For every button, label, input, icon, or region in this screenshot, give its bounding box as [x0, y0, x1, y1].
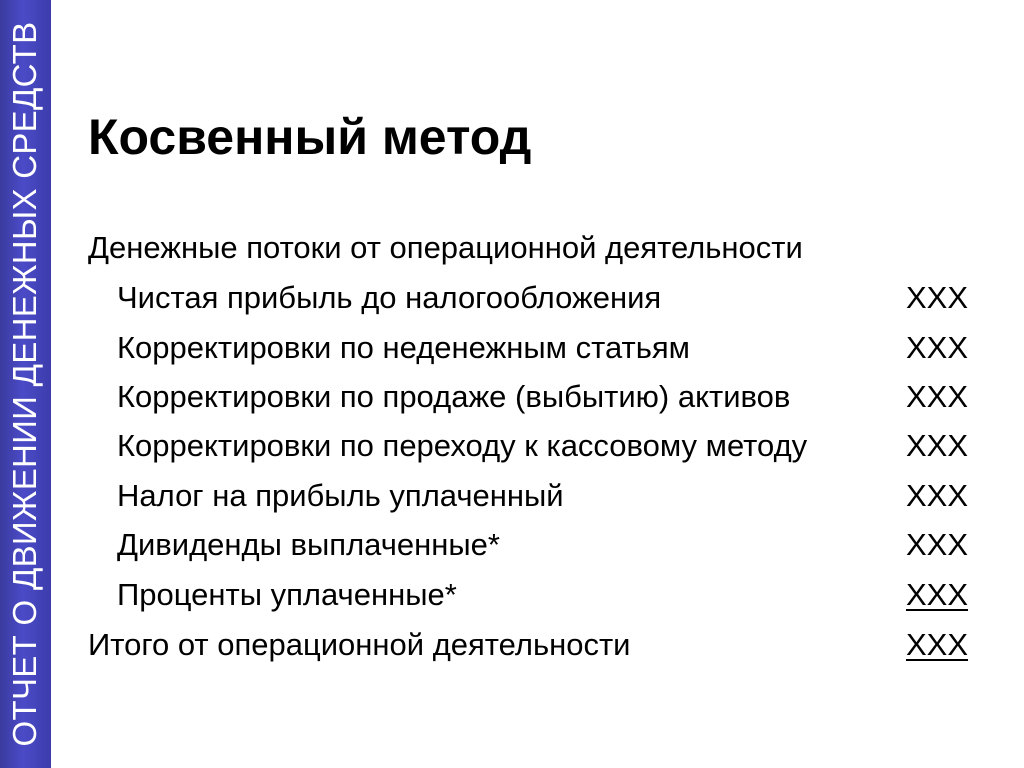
line-item-label: Налог на прибыль уплаченный: [117, 478, 564, 513]
side-banner-text: ОТЧЕТ О ДВИЖЕНИИ ДЕНЕЖНЫХ СРЕДСТВ: [6, 21, 43, 747]
line-item-value: XXX: [906, 330, 969, 365]
total-label: Итого от операционной деятельности: [88, 627, 631, 662]
line-item: [0, 379, 1024, 419]
line-item-label: Дивиденды выплаченные*: [117, 527, 500, 562]
line-item-label: Корректировки по переходу к кассовому методу: [117, 428, 808, 463]
line-item-label: Корректировки по неденежным статьям: [117, 330, 690, 365]
total-row: [0, 627, 1024, 667]
line-item-value: XXX: [906, 527, 969, 562]
line-item-value: XXX: [906, 577, 969, 612]
line-item-label: Чистая прибыль до налогообложения: [117, 280, 662, 315]
line-item-value: XXX: [906, 379, 969, 414]
line-item-label: Корректировки по продаже (выбытию) активов: [117, 379, 791, 414]
slide-title: Косвенный метод: [88, 109, 532, 165]
line-item-value: XXX: [906, 478, 969, 513]
line-item: [0, 280, 1024, 320]
line-item-label: Проценты уплаченные*: [117, 577, 457, 612]
line-item: [0, 527, 1024, 567]
line-item-value: XXX: [906, 280, 969, 315]
line-item: [0, 428, 1024, 468]
line-item-value: XXX: [906, 428, 969, 463]
line-item: [0, 478, 1024, 518]
section-heading: Денежные потоки от операционной деятельности: [88, 230, 803, 265]
line-item: [0, 577, 1024, 617]
line-item: [0, 330, 1024, 370]
total-value: XXX: [906, 627, 969, 662]
